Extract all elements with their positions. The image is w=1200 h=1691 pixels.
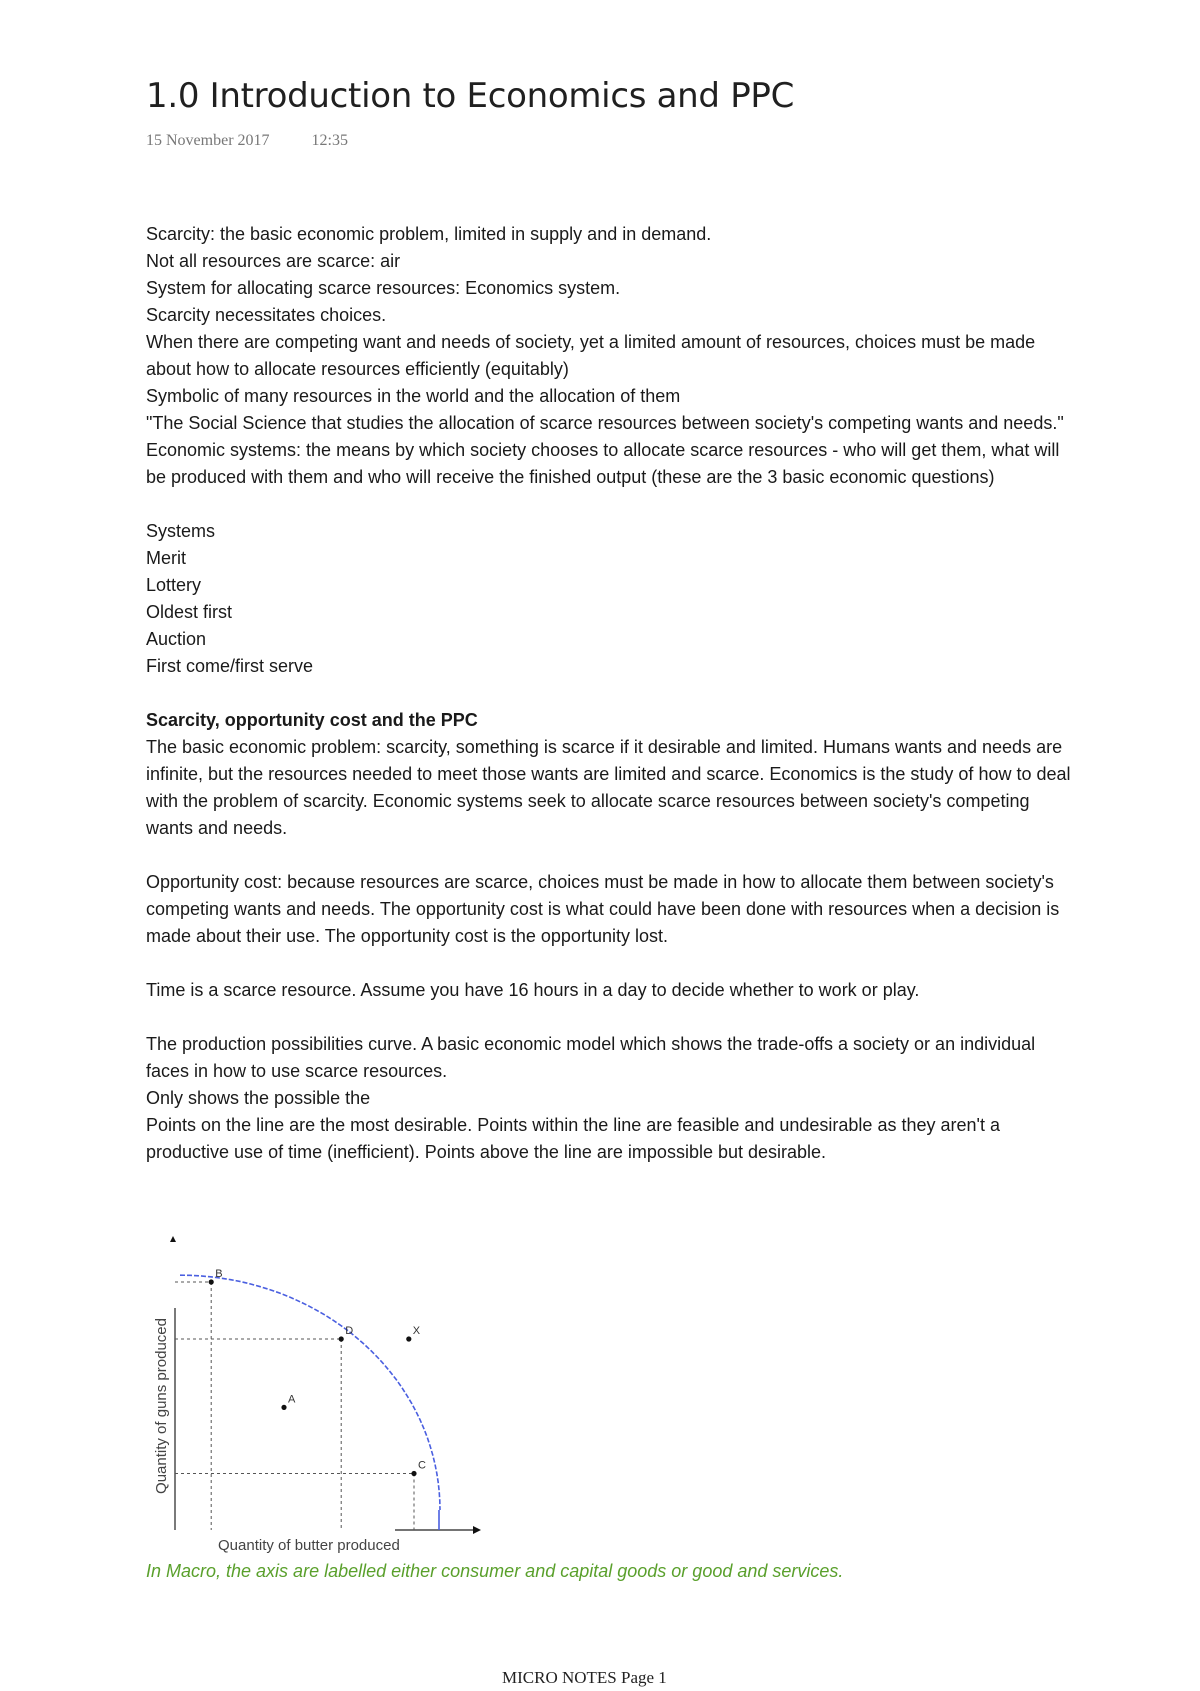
x-axis-arrow-icon: [473, 1526, 481, 1534]
macro-note: In Macro, the axis are labelled either consumer and capital goods or good and services.: [146, 1561, 844, 1581]
point-label-a: A: [288, 1393, 296, 1406]
paragraph: Economic systems: the means by which society chooses to allocate scarce resources - who will get them, what will be produced with them and who will receive the finished output (these are the 3 basic economic questions): [146, 440, 1060, 487]
point-a: [281, 1405, 286, 1410]
page-title: 1.0 Introduction to Economics and PPC: [146, 76, 795, 116]
point-label-b: B: [215, 1268, 223, 1280]
page-time: 12:35: [311, 132, 348, 149]
point-b: [209, 1279, 214, 1284]
paragraph: Points on the line are the most desirable. Points within the line are feasible and undesirable as they aren't a productive use of time (inefficient). Points above the line are impossible but desirable.: [146, 1115, 1000, 1162]
paragraph: System for allocating scarce resources: Economics system.: [146, 278, 621, 298]
chart-marks: [175, 1268, 440, 1530]
chart-axes: [153, 1236, 481, 1554]
systems-item: Merit: [146, 548, 186, 568]
x-axis-label: Quantity of butter produced: [218, 1537, 400, 1554]
paragraph: Opportunity cost: because resources are scarce, choices must be made in how to allocate them between society's competing wants and needs. The opportunity cost is what could have been done with resources when a decision is made about their use. The opportunity cost is the opportunity lost.: [146, 872, 1060, 946]
paragraph: When there are competing want and needs of society, yet a limited amount of resources, choices must be made about how to allocate resources efficiently (equitably): [146, 332, 1036, 379]
y-axis-arrow-icon: [170, 1236, 176, 1242]
paragraph: Scarcity necessitates choices.: [146, 305, 387, 325]
paragraph: Time is a scarce resource. Assume you have 16 hours in a day to decide whether to work or play.: [146, 980, 920, 1000]
paragraph: Scarcity: the basic economic problem, limited in supply and in demand.: [146, 224, 712, 244]
page-date: 15 November 2017: [146, 132, 270, 149]
point-label-c: C: [418, 1459, 426, 1472]
ppc-chart: [140, 1228, 500, 1558]
point-label-x: X: [412, 1325, 421, 1337]
point-x: [406, 1336, 411, 1341]
section-heading: Scarcity, opportunity cost and the PPC: [146, 710, 478, 730]
systems-item: Auction: [146, 629, 207, 649]
page-footer: MICRO NOTES Page 1: [502, 1668, 667, 1687]
point-d: [339, 1336, 344, 1341]
paragraph: The basic economic problem: scarcity, something is scarce if it desirable and limited. Humans wants and needs are infinite, but the resources needed to meet those wants are limited and scarce. Economics is the study of how to deal with the problem of scarcity. Economic systems seek to allocate scarce resources between society's competing wants and needs.: [146, 737, 1071, 838]
y-axis-label: Quantity of guns produced: [153, 1318, 170, 1494]
paragraph: Symbolic of many resources in the world and the allocation of them: [146, 386, 681, 406]
note-body: [146, 221, 1076, 1166]
paragraph: Not all resources are scarce: air: [146, 251, 401, 271]
point-label-d: D: [345, 1325, 354, 1337]
point-c: [411, 1471, 416, 1476]
systems-item: Oldest first: [146, 602, 233, 622]
paragraph: The production possibilities curve. A basic economic model which shows the trade-offs a society or an individual faces in how to use scarce resources.: [146, 1034, 1036, 1081]
systems-item: First come/first serve: [146, 656, 314, 676]
systems-item: Lottery: [146, 575, 202, 595]
paragraph: "The Social Science that studies the allocation of scarce resources between society's competing wants and needs.": [146, 413, 1064, 433]
ppc-curve: [180, 1275, 440, 1510]
page-meta: [146, 132, 348, 150]
systems-heading: Systems: [146, 521, 216, 541]
paragraph: Only shows the possible the: [146, 1088, 371, 1108]
